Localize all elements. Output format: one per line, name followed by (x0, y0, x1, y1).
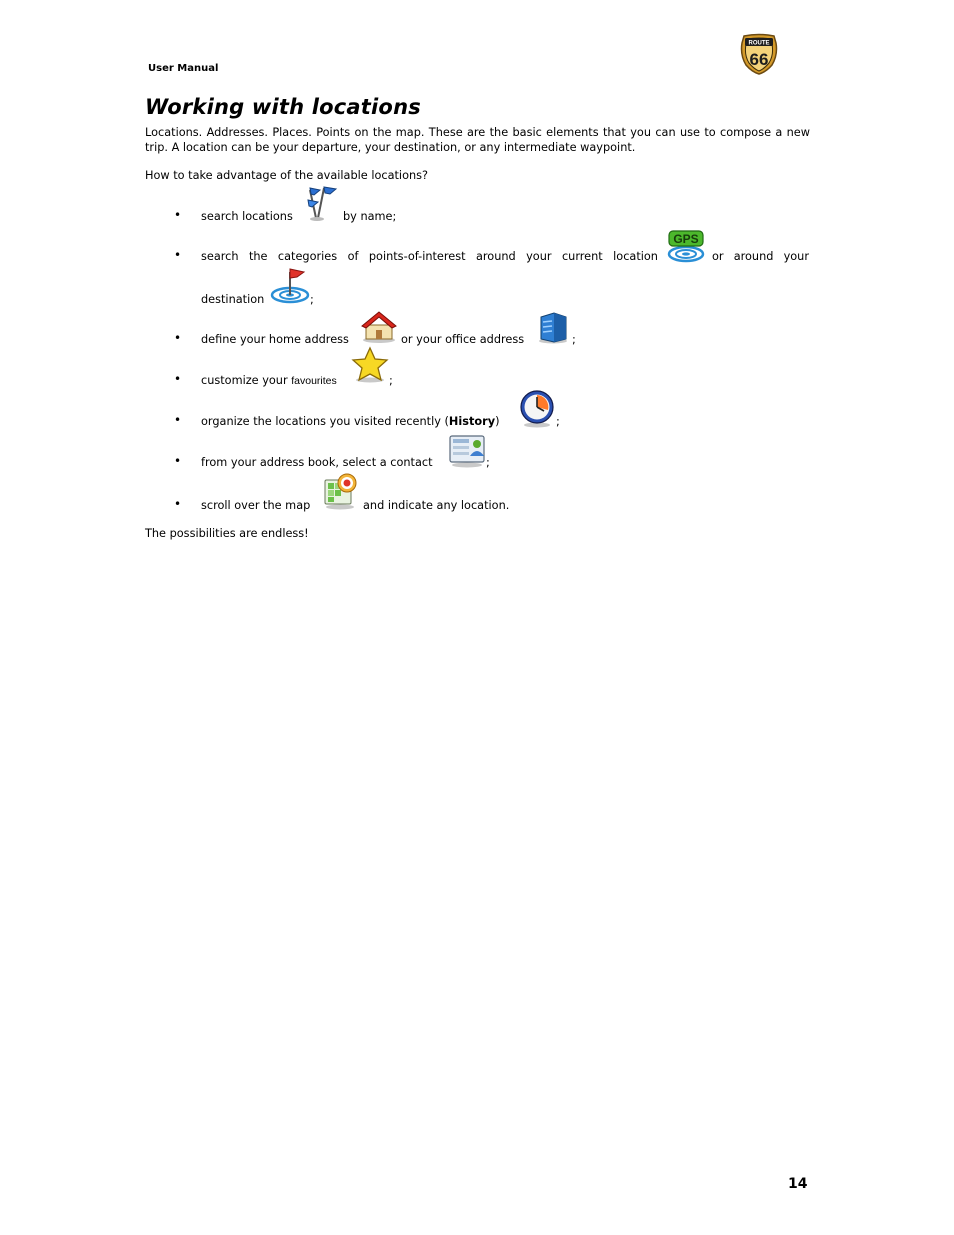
word: points-of-interest (368, 250, 466, 263)
address-book-contact-icon (448, 432, 486, 468)
question-paragraph: How to take advantage of the available locations? (145, 169, 429, 182)
bullet-contact-after: ; (486, 456, 490, 469)
bullet-destination-text: destination (201, 293, 265, 306)
bullet-destination-after: ; (310, 293, 314, 306)
route-66-logo (738, 33, 780, 75)
page-number: 14 (788, 1176, 808, 1192)
bullet-contact-text: from your address book, select a contact (201, 456, 433, 469)
history-close: ) (495, 415, 500, 428)
bullet-marker: • (174, 413, 182, 427)
bullet-search-text: search locations (201, 210, 293, 223)
bullet-marker: • (174, 372, 182, 386)
history-word: History (448, 415, 496, 428)
word: the (248, 250, 268, 263)
home-icon (360, 308, 398, 344)
bullet-home-text: define your home address (201, 333, 349, 346)
history-prefix: organize the locations you visited recently ( (201, 415, 449, 428)
word: categories (277, 250, 338, 263)
word: around (733, 250, 774, 263)
bullet-marker: • (174, 208, 182, 222)
bullet-marker: • (174, 248, 182, 262)
word: your (526, 250, 552, 263)
bullet-office-after: ; (572, 333, 576, 346)
bullet-office-text: or your office address (401, 333, 525, 346)
bullet-map-after: and indicate any location. (363, 499, 510, 512)
bullet-history-text (201, 415, 500, 428)
bullet-categories-text (201, 250, 658, 263)
bullet-history-after: ; (556, 415, 560, 428)
favourites-star-icon (351, 346, 389, 384)
logo-route-text: ROUTE (748, 40, 770, 47)
favourites-prefix: customize your (201, 374, 288, 387)
bullet-map-text: scroll over the map (201, 499, 311, 512)
word: of (347, 250, 359, 263)
search-flags-icon (302, 184, 340, 222)
map-target-icon (322, 472, 360, 510)
bullet-categories-after (712, 250, 809, 263)
gps-icon-text: GPS (673, 232, 699, 246)
bullet-favourites-text (201, 374, 337, 387)
word: location (613, 250, 658, 263)
page-title: Working with locations (145, 95, 421, 119)
bullet-favourites-after: ; (389, 374, 393, 387)
favourites-word: favourites (291, 375, 337, 387)
word: around (475, 250, 516, 263)
bullet-marker: • (174, 331, 182, 345)
word: your (783, 250, 809, 263)
bullet-marker: • (174, 497, 182, 511)
destination-target-icon (270, 266, 312, 304)
closing-paragraph: The possibilities are endless! (145, 527, 309, 540)
bullet-search-after: by name; (343, 210, 397, 223)
logo-number-text: 66 (749, 50, 769, 69)
intro-paragraph: Locations. Addresses. Places. Points on the map. These are the basic elements that you can use to compose a new trip. A location can be your departure, your destination, or any intermediate waypoint. (145, 126, 810, 154)
bullet-marker: • (174, 454, 182, 468)
word: current (561, 250, 603, 263)
header-label: User Manual (148, 63, 219, 74)
word: search (201, 250, 239, 263)
office-building-icon (536, 310, 572, 344)
history-clock-icon (518, 388, 556, 428)
gps-icon (666, 229, 706, 263)
word: or (712, 250, 724, 263)
